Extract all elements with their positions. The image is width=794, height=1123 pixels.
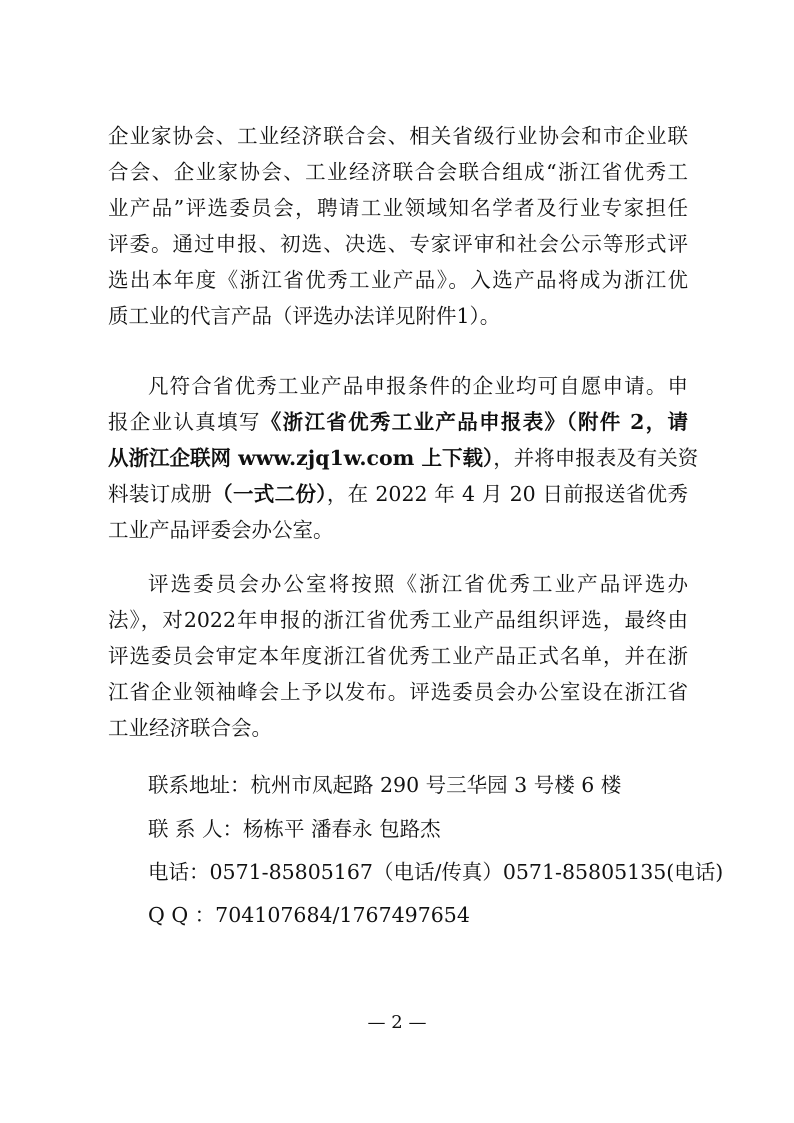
page-number: — 2 — bbox=[367, 1012, 427, 1033]
text-line: 工业经济联合会。 bbox=[108, 716, 272, 740]
text-line: 质工业的代言产品（评选办法详见附件1）。 bbox=[108, 304, 501, 328]
text-line: 选出本年度《浙江省优秀工业产品》。入选产品将成为浙江优 bbox=[108, 268, 688, 292]
text-line: 凡符合省优秀工业产品申报条件的企业均可自愿申请。申 bbox=[148, 374, 688, 398]
contact-address: 联系地址：杭州市凤起路 290 号三华园 3 号楼 6 楼 bbox=[148, 773, 622, 797]
text-run: 报企业认真填写 bbox=[108, 410, 261, 434]
contact-qq: Q Q ：704107684/1767497654 bbox=[148, 903, 470, 927]
text-line: 江省企业领袖峰会上予以发布。评选委员会办公室设在浙江省 bbox=[108, 680, 688, 704]
text-line bbox=[108, 476, 688, 512]
contact-phone: 电话：0571-85805167（电话/传真）0571-85805135(电话) bbox=[148, 860, 724, 884]
text-line: 工业产品评委会办公室。 bbox=[108, 518, 334, 542]
text-run: ，在 2022 年 4 月 20 日前报送省优秀 bbox=[326, 482, 688, 506]
text-line: 业产品”评选委员会，聘请工业领域知名学者及行业专家担任 bbox=[108, 196, 688, 220]
text-line bbox=[108, 404, 688, 440]
text-line: 评委。通过申报、初选、决选、专家评审和社会公示等形式评 bbox=[108, 232, 688, 256]
download-site-emphasis: 从浙江企联网 www.zjq1w.com 上下载） bbox=[108, 446, 494, 470]
text-line: 企业家协会、工业经济联合会、相关省级行业协会和市企业联 bbox=[108, 124, 688, 148]
text-line: 评选委员会审定本年度浙江省优秀工业产品正式名单，并在浙 bbox=[108, 644, 688, 668]
copies-emphasis: （一式二份） bbox=[212, 482, 327, 506]
text-line bbox=[108, 440, 699, 476]
text-run: ，并将申报表及有关资 bbox=[493, 446, 699, 470]
text-line: 评选委员会办公室将按照《浙江省优秀工业产品评选办 bbox=[148, 572, 688, 596]
text-line: 法》，对2022年申报的浙江省优秀工业产品组织评选，最终由 bbox=[108, 608, 688, 632]
contact-persons: 联 系 人：杨栋平 潘春永 包路杰 bbox=[148, 817, 441, 841]
text-run: 料装订成册 bbox=[108, 482, 213, 506]
text-line: 合会、企业家协会、工业经济联合会联合组成“浙江省优秀工 bbox=[108, 160, 688, 184]
form-title-emphasis: 《浙江省优秀工业产品申报表》（附件 2，请 bbox=[260, 410, 688, 434]
